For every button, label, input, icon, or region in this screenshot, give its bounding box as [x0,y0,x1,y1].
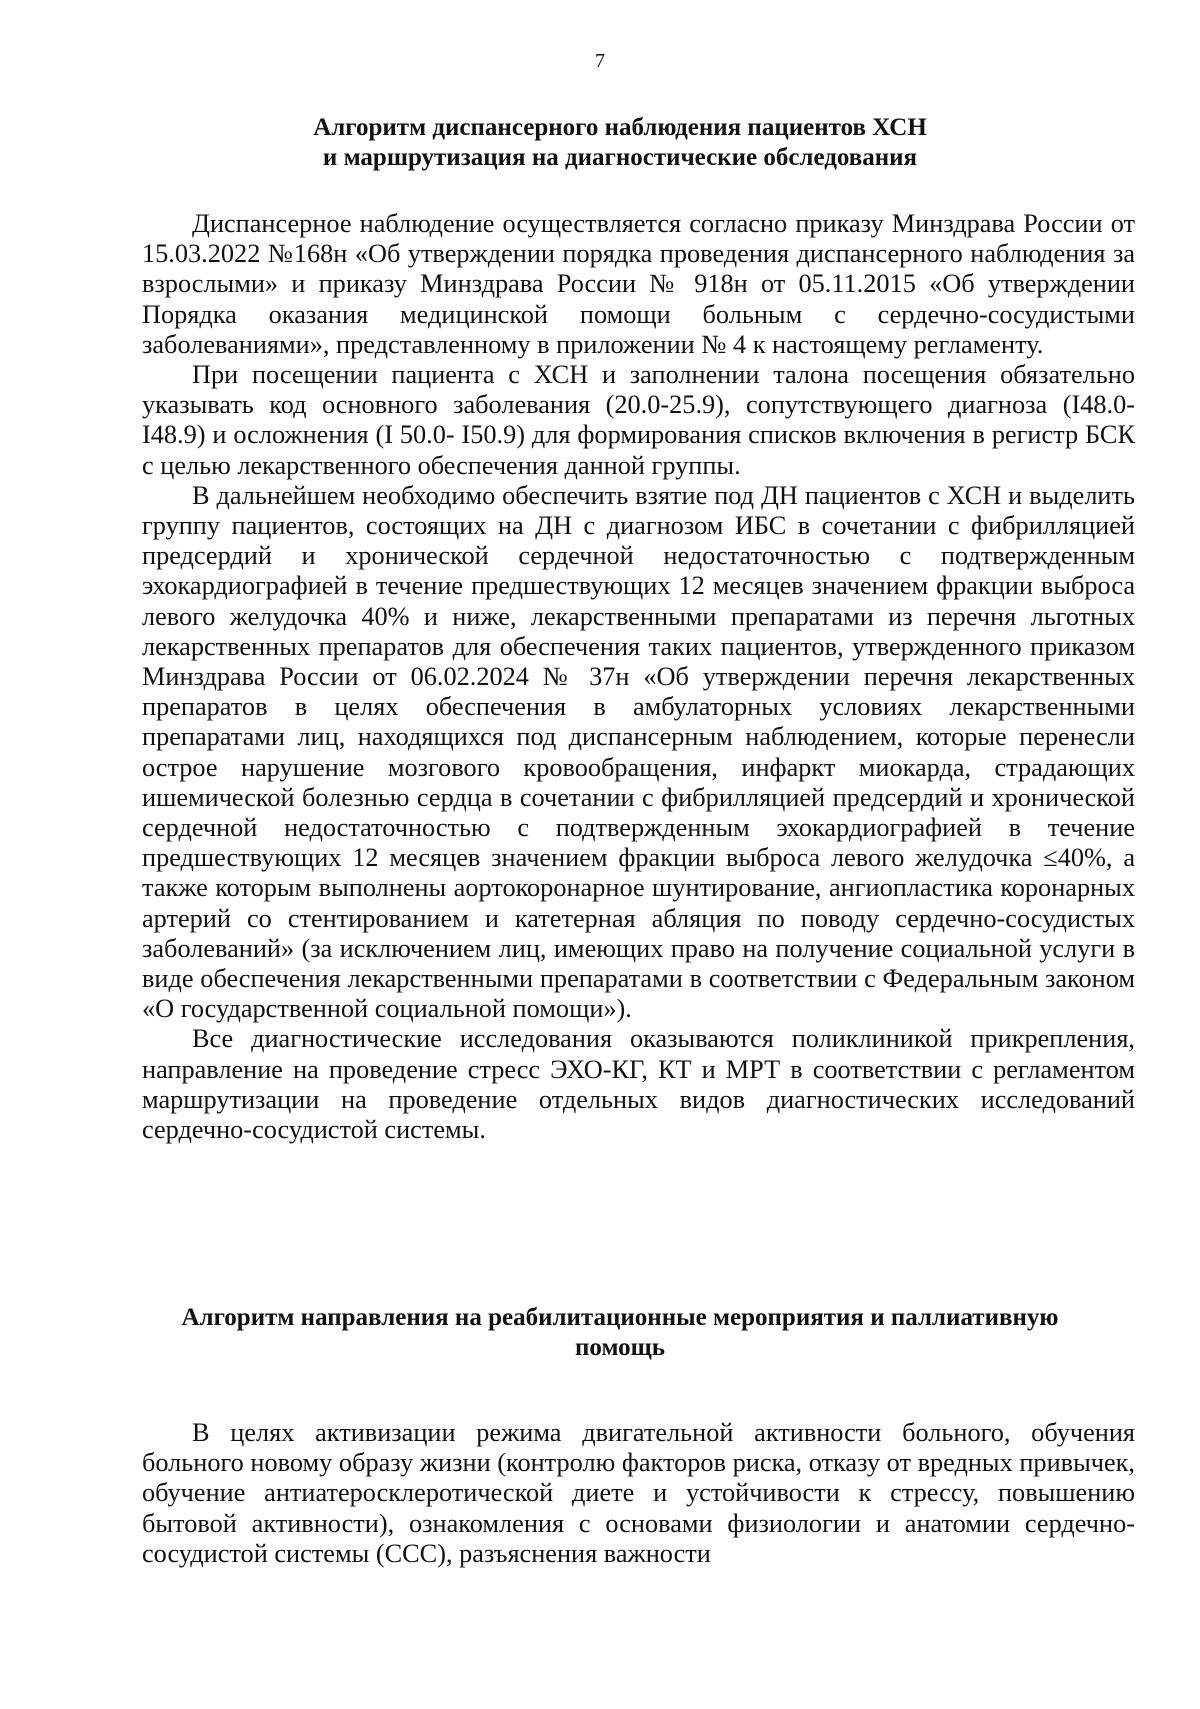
paragraph: Диспансерное наблюдение осуществляется согласно приказу Минздрава России от 15.03.2022 №168н «Об утверждении порядка проведения диспансерного наблюдения за взрослыми» и приказу Минздрава России № 918н от 05.11.2015 «Об утверждении Порядка оказания медицинской помощи больным с сердечно-сосудистыми заболеваниями», представленному в приложении № 4 к настоящему регламенту. [142,209,1135,359]
section-title-line: Алгоритм направления на реабилитационные мероприятия и паллиативную [181,1304,1059,1331]
section-title-dispensary-algorithm [140,113,1100,173]
paragraph: В целях активизации режима двигательной активности больного, обучения больного новому образу жизни (контролю факторов риска, отказу от вредных привычек, обучение антиатеросклеротической диете и устойчивости к стрессу, повышению бытовой активности), ознакомления с основами физиологии и анатомии сердечно-сосудистой системы (ССС), разъяснения важности [142,1418,1135,1568]
section-title-rehabilitation-algorithm [140,1303,1100,1363]
paragraph: В дальнейшем необходимо обеспечить взятие под ДН пациентов с ХСН и выделить группу пациентов, состоящих на ДН с диагнозом ИБС в сочетании с фибрилляцией предсердий и хронической сердечной недостаточностью с подтвержденным эхокардиографией в течение предшествующих 12 месяцев значением фракции выброса левого желудочка 40% и ниже, лекарственными препаратами из перечня льготных лекарственных препаратов для обеспечения таких пациентов, утвержденного приказом Минздрава России от 06.02.2024 № 37н «Об утверждении перечня лекарственных препаратов в целях обеспечения в амбулаторных условиях лекарственными препаратами лиц, находящихся под диспансерным наблюдением, которые перенесли острое нарушение мозгового кровообращения, инфаркт миокарда, страдающих ишемической болезнью сердца в сочетании с фибрилляцией предсердий и хронической сердечной недостаточностью с подтвержденным эхокардиографией в течение предшествующих 12 месяцев значением фракции выброса левого желудочка ≤40%, а также которым выполнены аортокоронарное шунтирование, ангиопластика коронарных артерий со стентированием и катетерная абляция по поводу сердечно-сосудистых заболеваний» (за исключением лиц, имеющих право на получение социальной услуги в виде обеспечения лекарственными препаратами в соответствии с Федеральным законом «О государственной социальной помощи»). [142,480,1135,1024]
section-title-line: Алгоритм диспансерного наблюдения пациентов ХСН [313,114,927,141]
section-title-line: и маршрутизация на диагностические обследования [322,144,918,171]
paragraph: При посещении пациента с ХСН и заполнении талона посещения обязательно указывать код основного заболевания (20.0-25.9), сопутствующего диагноза (I48.0-I48.9) и осложнения (I 50.0- I50.9) для формирования списков включения в регистр БСК с целью лекарственного обеспечения данной группы. [142,360,1135,480]
page-number: 7 [595,50,605,72]
section-body-dispensary [142,209,1135,1145]
section-body-rehabilitation [142,1418,1135,1569]
paragraph: Все диагностические исследования оказываются поликлиникой прикрепления, направление на проведение стресс ЭХО-КГ, КТ и МРТ в соответствии с регламентом маршрутизации на проведение отдельных видов диагностических исследований сердечно-сосудистой системы. [142,1024,1135,1145]
section-title-line: помощь [575,1334,665,1361]
